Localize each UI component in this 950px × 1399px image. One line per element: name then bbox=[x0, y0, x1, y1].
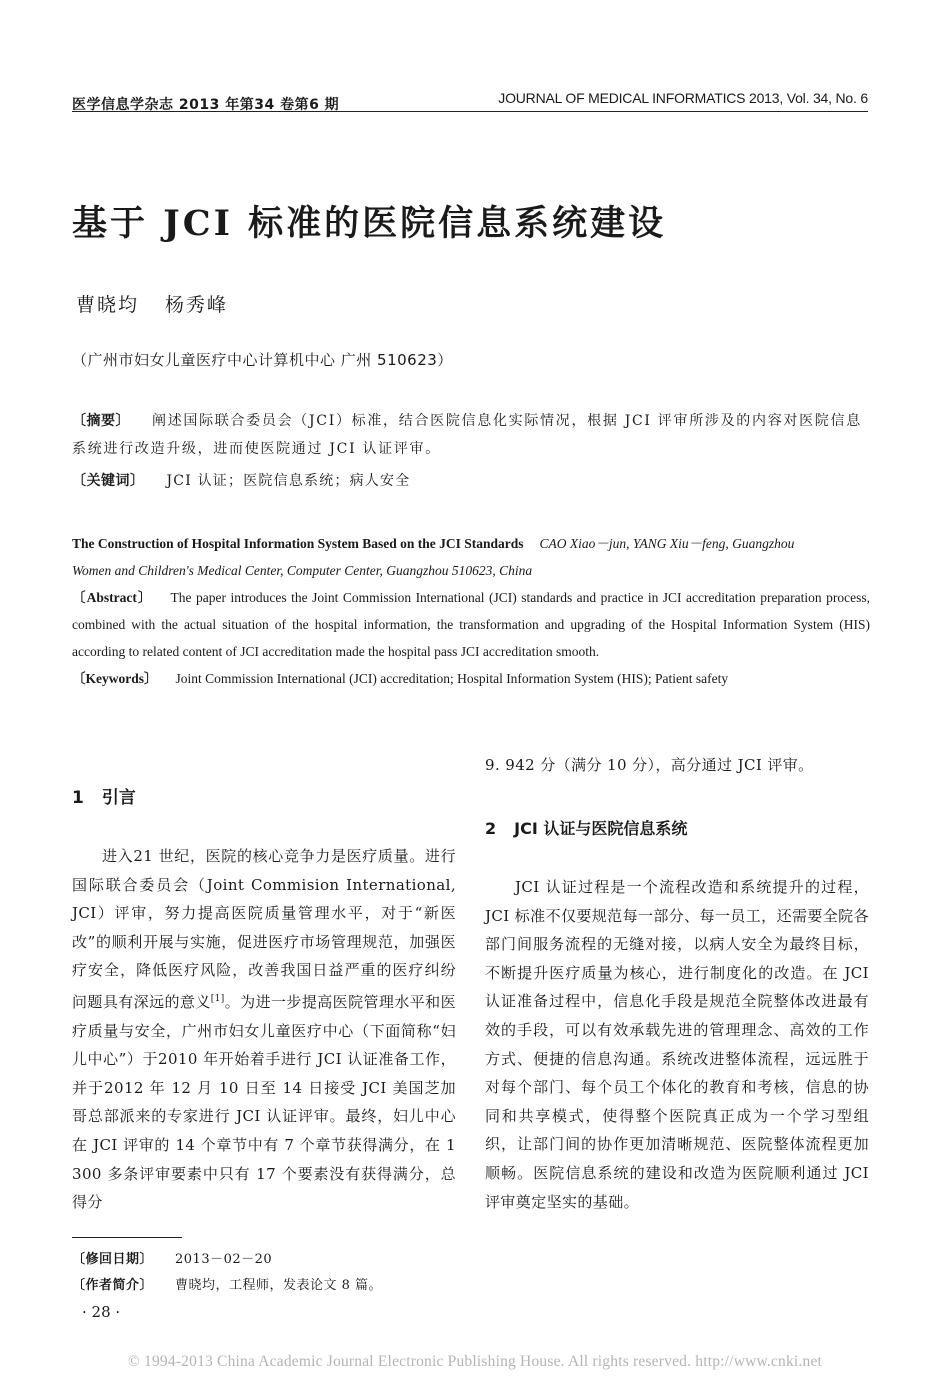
continuation-text: 9. 942 分（满分 10 分），高分通过 JCI 评审。 bbox=[485, 756, 814, 774]
section-1-paragraph: 进入21 世纪，医院的核心竞争力是医疗质量。进行国际联合委员会（Joint Commision International, JCI）评审，努力提高医院质量管理水平，对于“新医改”的顺利开展与实施，促进医疗市场管理规范，加强医疗安全，降低医疗风险，改善我国日益严重的医疗纠纷问题具有深远的意义[1]。为进一步提高医院管理水平和医疗质量与安全，广州市妇女儿童医疗中心（下面简称“妇儿中心”）于2010 年开始着手进行 JCI 认证准备工作，并于2012 年 12 月 10 日至 14 日接受 JCI 美国芝加哥总部派来的专家进行 JCI 认证评审。最终，妇儿中心在 JCI 评审的 14 个章节中有 7 个章节获得满分，在 1 300 多条评审要素中只有 17 个要素没有获得满分，总得分 bbox=[72, 847, 456, 1212]
affiliation: （广州市妇女儿童医疗中心计算机中心 广州 510623） bbox=[72, 351, 453, 369]
authors: 曹晓均 杨秀峰 bbox=[76, 294, 229, 316]
author-value: 曹晓均，工程师，发表论文 8 篇。 bbox=[175, 1278, 383, 1293]
footnote-author bbox=[72, 1274, 382, 1293]
footnote-rule bbox=[72, 1237, 182, 1238]
section-1-heading bbox=[72, 783, 136, 808]
english-abstract-block bbox=[72, 530, 870, 692]
section-2-heading bbox=[485, 816, 687, 839]
article-title: 基于 JCI 标准的医院信息系统建设 bbox=[72, 203, 667, 244]
en-abstract-text: The paper introduces the Joint Commission International (JCI) standards and practice in JCI accreditation preparation process, combined with the actual situation of the hospital information, the transformation and upgrading of the Hospital Information System (HIS) according to related content of JCI accreditation made the hospital pass JCI accreditation smooth. bbox=[72, 590, 870, 659]
cn-abstract bbox=[72, 407, 872, 463]
right-column bbox=[485, 873, 869, 1216]
en-abstract-label: 〔Abstract〕 bbox=[72, 590, 153, 605]
cn-keywords bbox=[72, 467, 872, 495]
journal-header-en: JOURNAL OF MEDICAL INFORMATICS 2013, Vol. 34, No. 6 bbox=[498, 90, 868, 106]
page-number: · 28 · bbox=[82, 1303, 121, 1321]
en-authors-line1: CAO Xiao－jun, YANG Xiu－feng, Guangzhou bbox=[539, 536, 795, 551]
cn-abstract-label: 〔摘要〕 bbox=[72, 413, 130, 429]
en-keywords-label: 〔Keywords〕 bbox=[72, 671, 158, 686]
section-2-paragraph: JCI 认证过程是一个流程改造和系统提升的过程，JCI 标准不仅要规范每一部分、每一员工，还需要全院各部门间服务流程的无缝对接，以病人安全为最终目标，不断提升医疗质量为核心，进行制度化的改造。在 JCI 认证准备过程中，信息化手段是规范全院整体改进最有效的手段，可以有效承载先进的管理理念、高效的工作方式、便捷的信息沟通。系统改进整体流程，远远胜于对每个部门、每个员工个体化的教育和考核，信息的协同和共享模式，使得整个医院真正成为一个学习型组织，让部门间的协作更加清晰规范、医院整体流程更加顺畅。医院信息系统的建设和改造为医院顺利通过 JCI 评审奠定坚实的基础。 bbox=[485, 878, 869, 1211]
section-2-number: 2 bbox=[485, 819, 497, 838]
section-2-title: JCI 认证与医院信息系统 bbox=[514, 819, 688, 838]
cn-abstract-text: 阐述国际联合委员会（JCI）标准，结合医院信息化实际情况，根据 JCI 评审所涉及的内容对医院信息系统进行改造升级，进而使医院通过 JCI 认证评审。 bbox=[72, 413, 862, 457]
en-keywords-text: Joint Commission International (JCI) accreditation; Hospital Information System (HIS); Patient safety bbox=[175, 671, 729, 686]
revised-label: 〔修回日期〕 bbox=[72, 1252, 154, 1267]
citation: [1] bbox=[210, 993, 225, 1004]
section-1-number: 1 bbox=[72, 788, 84, 808]
copyright-footer: © 1994-2013 China Academic Journal Electronic Publishing House. All rights reserved. http://www.cnki.net bbox=[127, 1353, 823, 1370]
revised-value: 2013－02－20 bbox=[175, 1252, 273, 1267]
author-label: 〔作者简介〕 bbox=[72, 1278, 154, 1293]
header-rule bbox=[72, 111, 868, 112]
footnote-revised bbox=[72, 1248, 272, 1267]
cn-keywords-text: JCI 认证；医院信息系统；病人安全 bbox=[166, 473, 411, 489]
journal-header-cn: 医学信息学杂志 2013 年第34 卷第6 期 bbox=[72, 97, 340, 113]
cn-keywords-label: 〔关键词〕 bbox=[72, 473, 145, 489]
left-column bbox=[72, 842, 456, 1217]
section-1-title: 引言 bbox=[101, 788, 136, 808]
en-title: The Construction of Hospital Information System Based on the JCI Standards bbox=[72, 536, 524, 551]
en-authors-line2: Women and Children's Medical Center, Computer Center, Guangzhou 510623, China bbox=[72, 563, 533, 578]
